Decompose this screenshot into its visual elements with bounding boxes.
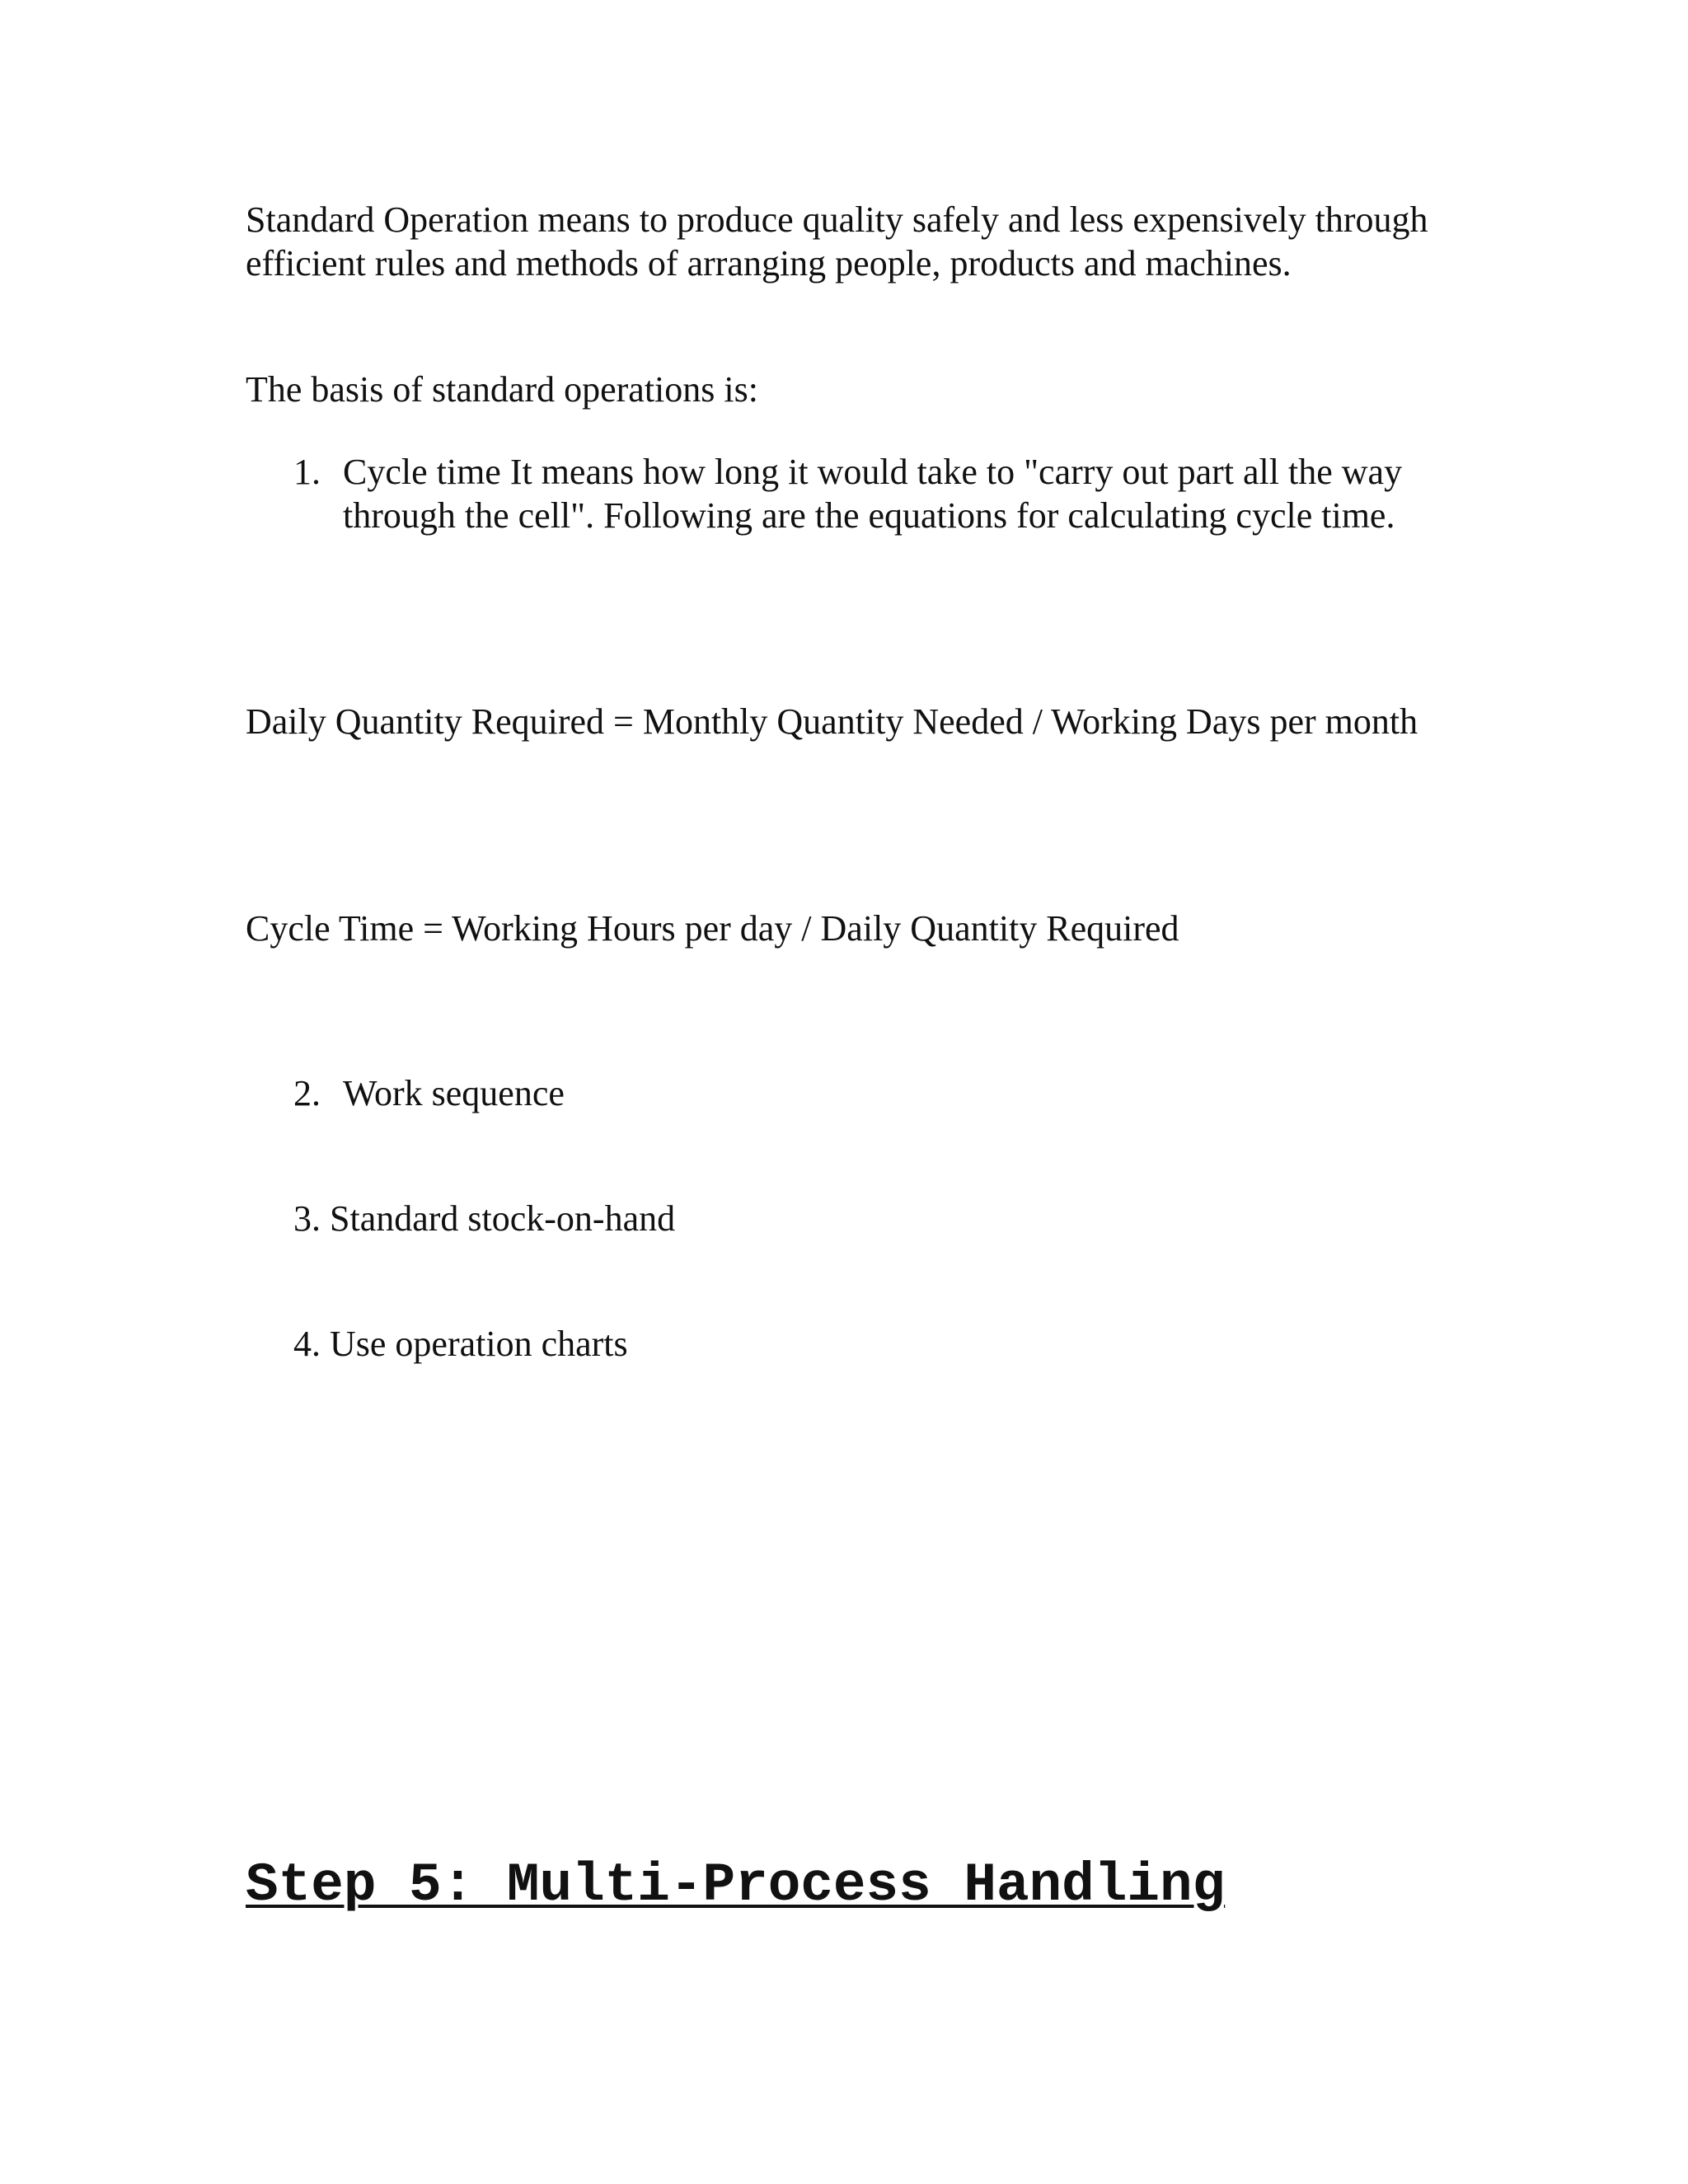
cycle-time-equation: Cycle Time = Working Hours per day / Daily Quantity Required	[246, 908, 1179, 949]
daily-quantity-equation: Daily Quantity Required = Monthly Quantity Needed / Working Days per month	[246, 701, 1418, 742]
list-item-text: Cycle time It means how long it would take to "carry out part all the way through the cell". Following are the equations for calculating cycle time.	[343, 452, 1403, 536]
list-item-operation-charts: 4. Use operation charts	[293, 1324, 628, 1364]
basis-intro-paragraph: The basis of standard operations is:	[246, 369, 758, 410]
section-heading: Step 5: Multi-Process Handling	[246, 1854, 1226, 1916]
intro-paragraph: Standard Operation means to produce quality safely and less expensively through efficient rules and methods of arranging people, products and machines.	[246, 199, 1428, 284]
list-item-standard-stock: 3. Standard stock-on-hand	[293, 1198, 676, 1239]
list-item-text: Work sequence	[343, 1073, 565, 1113]
list-item-number: 1.	[293, 452, 321, 492]
list-item-number: 2.	[293, 1073, 321, 1113]
